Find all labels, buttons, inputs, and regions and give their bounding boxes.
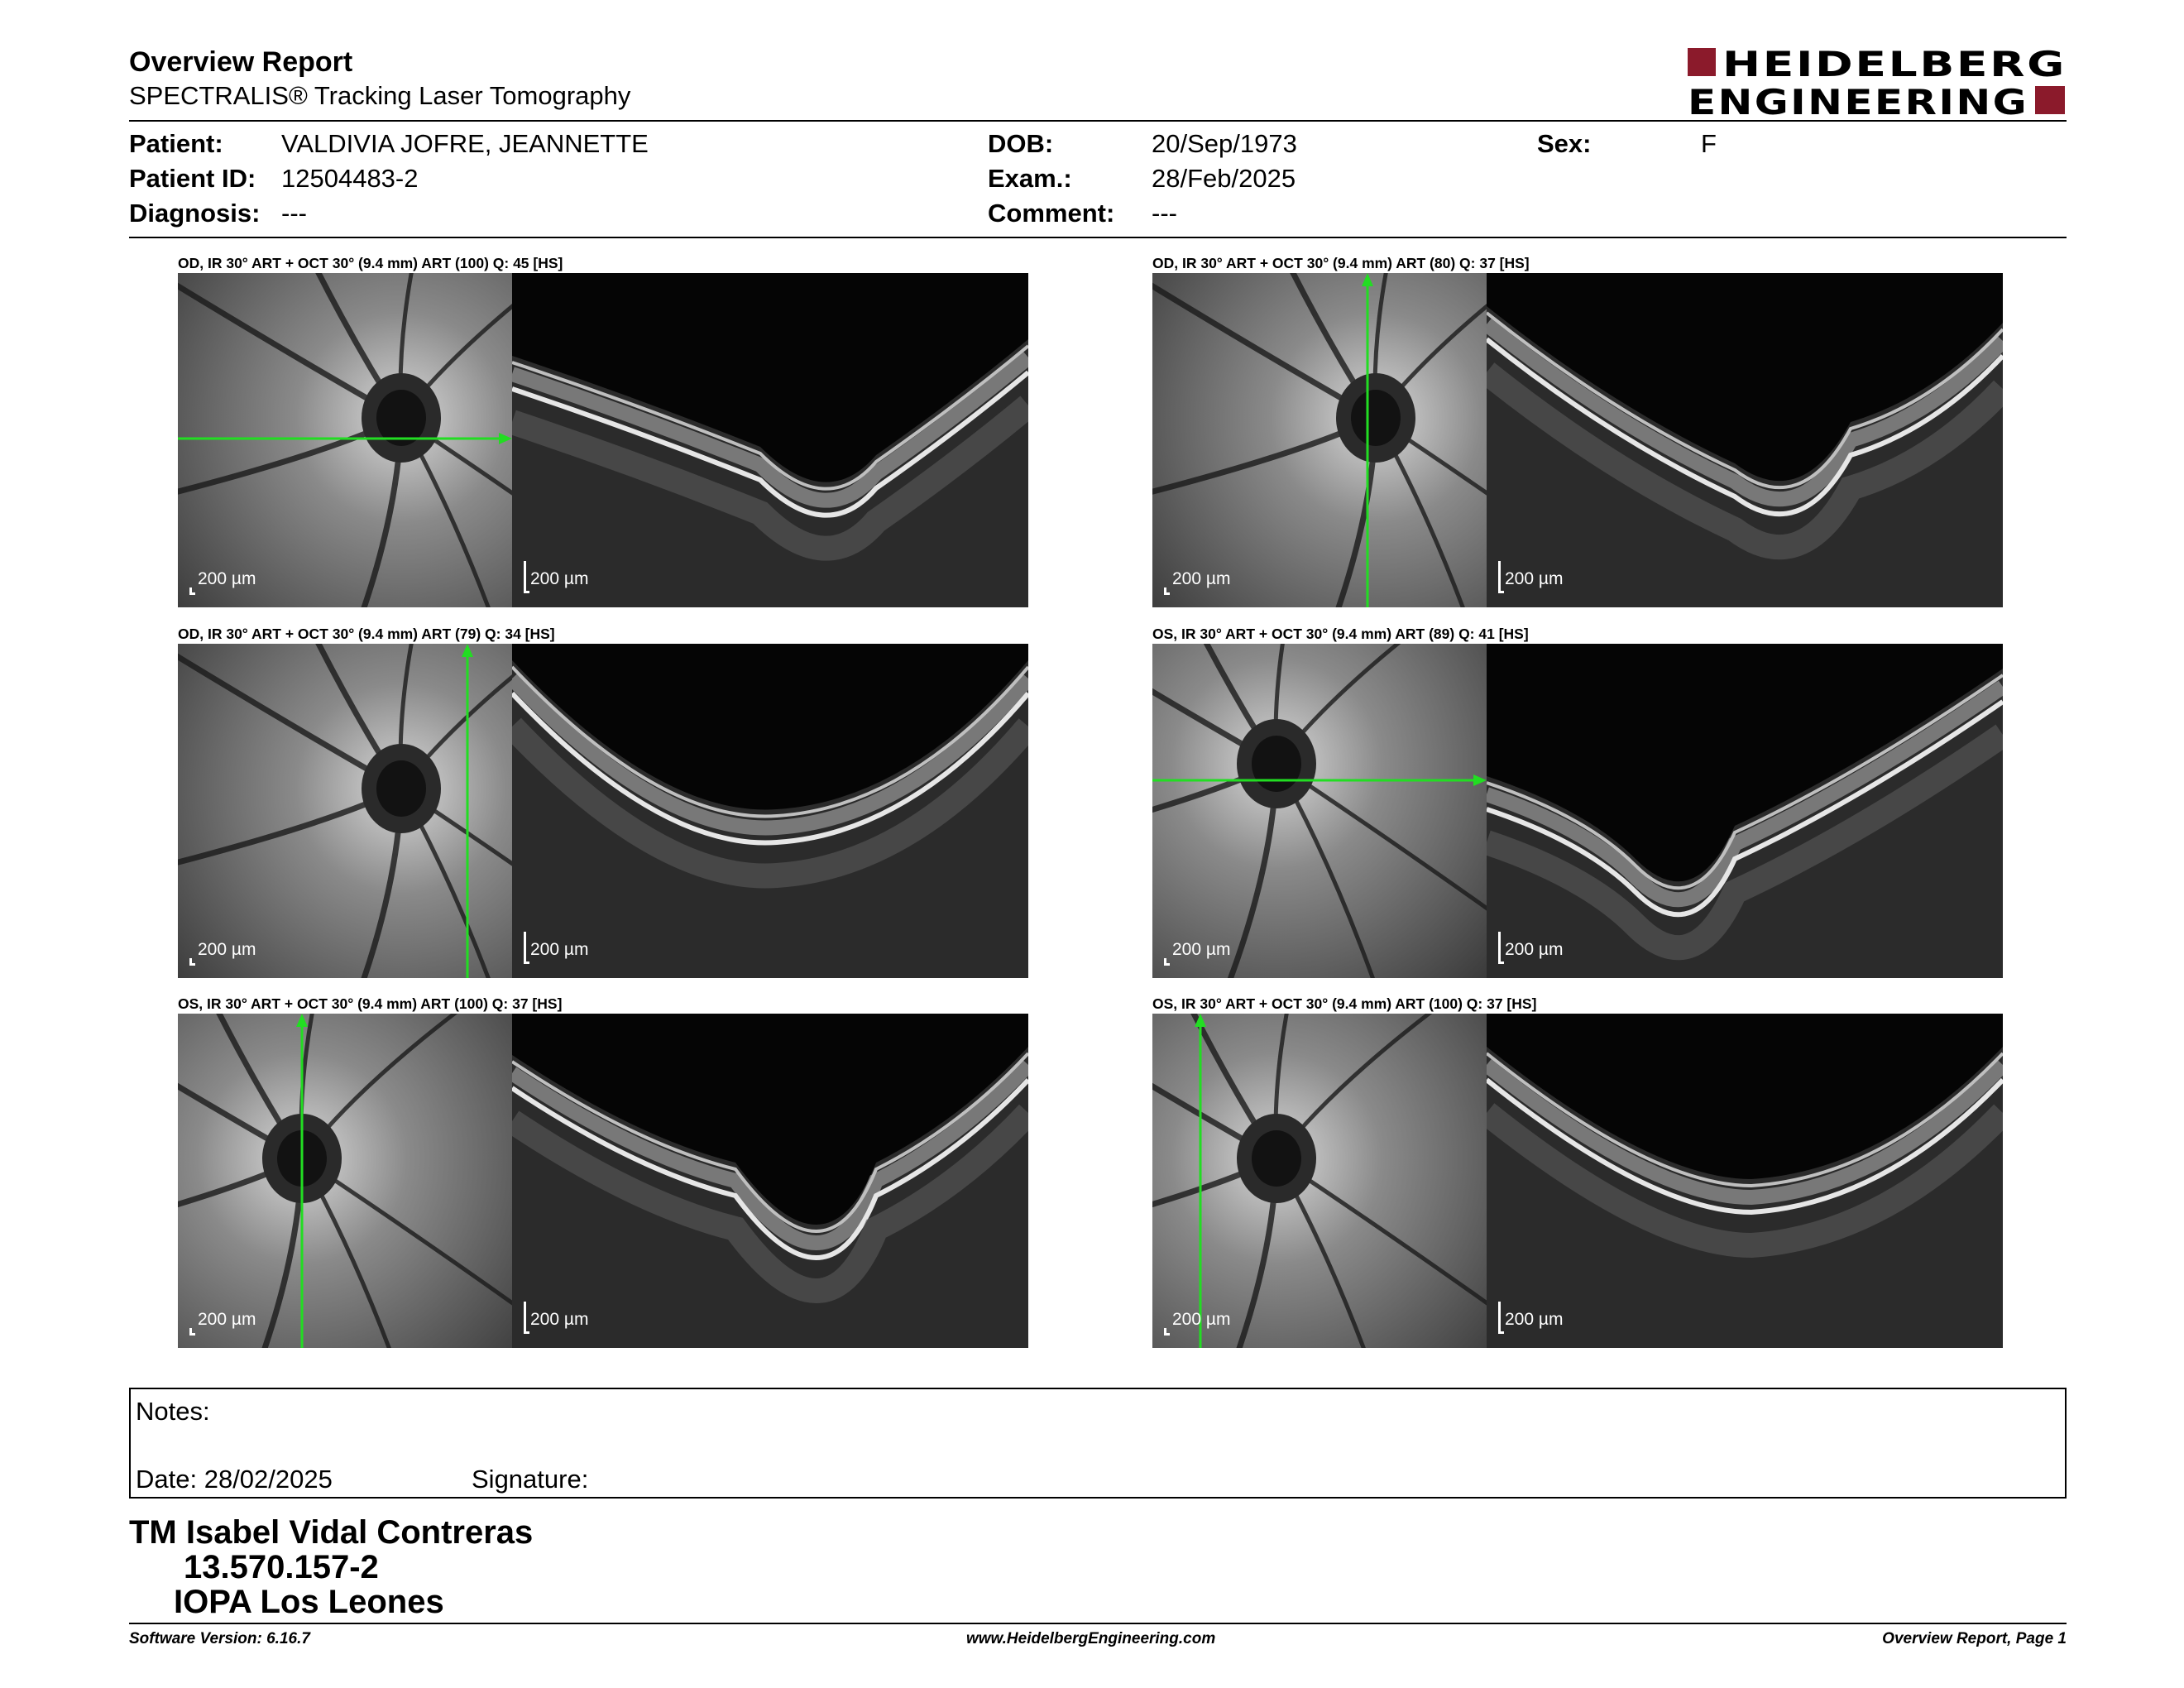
dob-label: DOB: — [988, 129, 1054, 158]
ir-scale-label: 200 µm — [198, 569, 256, 588]
sex-value: F — [1701, 129, 1717, 158]
ir-scale-label: 200 µm — [1172, 940, 1231, 959]
scan-panel — [1152, 1014, 2003, 1348]
ir-fundus-image — [178, 644, 512, 978]
oct-bscan-image — [512, 1014, 1028, 1348]
oct-scale-label: 200 µm — [1505, 1310, 1564, 1329]
diagnosis-value: --- — [281, 199, 307, 228]
logo-line1: HEIDELBERG — [1722, 46, 2067, 84]
ir-scale-bar — [189, 958, 195, 966]
ir-scale-label: 200 µm — [198, 940, 256, 959]
ir-scale-bar — [189, 1328, 195, 1336]
ir-fundus-image — [1152, 273, 1487, 607]
oct-scale-bar — [1498, 1302, 1504, 1334]
comment-value: --- — [1152, 199, 1177, 228]
scan-panel — [1152, 273, 2003, 607]
signature-label: Signature: — [472, 1465, 589, 1494]
website-link[interactable]: www.HeidelbergEngineering.com — [966, 1630, 1216, 1647]
notes-label: Notes: — [136, 1397, 210, 1426]
signer-institution: IOPA Los Leones — [174, 1584, 444, 1620]
logo-line2: ENGINEERING — [1688, 82, 2028, 116]
report-subtitle: SPECTRALIS® Tracking Laser Tomography — [129, 81, 631, 110]
ir-scale-label: 200 µm — [1172, 1310, 1231, 1329]
logo-square-bottom — [2035, 86, 2065, 114]
ir-fundus-image — [1152, 1014, 1487, 1348]
scan-panel — [178, 1014, 1028, 1348]
heidelberg-engineering-logo — [1688, 46, 2067, 116]
comment-label: Comment: — [988, 199, 1115, 228]
scan-panel — [178, 273, 1028, 607]
oct-scale-label: 200 µm — [530, 569, 589, 588]
scan-caption: OD, IR 30° ART + OCT 30° (9.4 mm) ART (80) Q: 37 [HS] — [1152, 255, 1530, 271]
oct-scale-bar — [524, 932, 529, 964]
oct-bscan-image — [1487, 644, 2003, 978]
software-version: Software Version: 6.16.7 — [129, 1630, 310, 1647]
page-number: Overview Report, Page 1 — [1882, 1630, 2067, 1647]
notes-box — [129, 1388, 2067, 1499]
oct-bscan-image — [512, 644, 1028, 978]
scan-caption: OS, IR 30° ART + OCT 30° (9.4 mm) ART (89) Q: 41 [HS] — [1152, 626, 1529, 642]
ir-scale-bar — [1164, 587, 1170, 595]
exam-label: Exam.: — [988, 164, 1072, 193]
ir-scale-label: 200 µm — [198, 1310, 256, 1329]
patient-divider — [129, 237, 2067, 238]
oct-scale-bar — [524, 1302, 529, 1334]
patient-id: 12504483-2 — [281, 164, 419, 193]
scan-caption: OS, IR 30° ART + OCT 30° (9.4 mm) ART (100) Q: 37 [HS] — [1152, 995, 1537, 1012]
header-divider — [129, 120, 2067, 122]
dob-value: 20/Sep/1973 — [1152, 129, 1297, 158]
patient-label: Patient: — [129, 129, 223, 158]
oct-scale-label: 200 µm — [1505, 569, 1564, 588]
ir-fundus-image — [178, 273, 512, 607]
ir-scale-bar — [1164, 958, 1170, 966]
oct-bscan-image — [1487, 273, 2003, 607]
patient-name: VALDIVIA JOFRE, JEANNETTE — [281, 129, 649, 158]
diagnosis-label: Diagnosis: — [129, 199, 261, 228]
scan-caption: OD, IR 30° ART + OCT 30° (9.4 mm) ART (100) Q: 45 [HS] — [178, 255, 563, 271]
oct-scale-label: 200 µm — [530, 1310, 589, 1329]
signer-name: TM Isabel Vidal Contreras — [129, 1514, 534, 1551]
report-title: Overview Report — [129, 46, 353, 78]
ir-scale-bar — [1164, 1328, 1170, 1336]
scan-panel — [178, 644, 1028, 978]
scan-caption: OD, IR 30° ART + OCT 30° (9.4 mm) ART (79) Q: 34 [HS] — [178, 626, 555, 642]
patient-id-label: Patient ID: — [129, 164, 256, 193]
oct-bscan-image — [512, 273, 1028, 607]
date-label: Date: 28/02/2025 — [136, 1465, 333, 1494]
oct-scale-bar — [524, 561, 529, 593]
oct-scale-bar — [1498, 932, 1504, 964]
sex-label: Sex: — [1537, 129, 1592, 158]
ir-fundus-image — [1152, 644, 1487, 978]
oct-bscan-image — [1487, 1014, 2003, 1348]
logo-square-top — [1688, 48, 1716, 76]
oct-scale-label: 200 µm — [530, 940, 589, 959]
footer-divider — [129, 1623, 2067, 1624]
exam-value: 28/Feb/2025 — [1152, 164, 1296, 193]
ir-fundus-image — [178, 1014, 512, 1348]
oct-scale-bar — [1498, 561, 1504, 593]
oct-scale-label: 200 µm — [1505, 940, 1564, 959]
scan-panel — [1152, 644, 2003, 978]
ir-scale-bar — [189, 587, 195, 595]
scan-caption: OS, IR 30° ART + OCT 30° (9.4 mm) ART (100) Q: 37 [HS] — [178, 995, 563, 1012]
ir-scale-label: 200 µm — [1172, 569, 1231, 588]
signer-id: 13.570.157-2 — [184, 1549, 379, 1585]
